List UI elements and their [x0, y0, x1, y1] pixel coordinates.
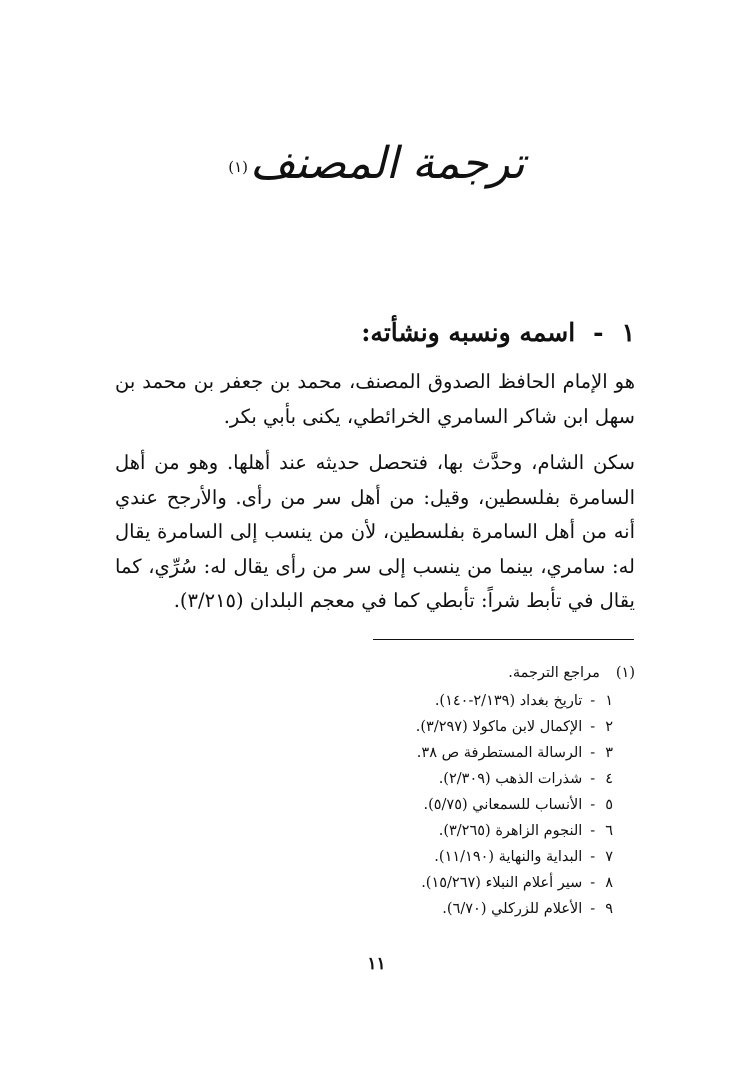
- reference-number: ٤: [605, 771, 613, 787]
- reference-text: سير أعلام النبلاء (١٥/٢٦٧).: [421, 875, 583, 891]
- reference-item: [235, 818, 613, 844]
- reference-dash: -: [590, 823, 596, 839]
- reference-list: [235, 688, 635, 922]
- footnote-heading: [235, 658, 635, 688]
- reference-item: [235, 870, 613, 896]
- reference-text: الأنساب للسمعاني (٥/٧٥).: [423, 797, 583, 813]
- reference-number: ٦: [605, 823, 613, 839]
- reference-number: ٥: [605, 797, 613, 813]
- reference-dash: -: [590, 771, 596, 787]
- reference-number: ٢: [605, 719, 613, 735]
- section-number: ١: [621, 318, 635, 347]
- reference-item: [235, 740, 613, 766]
- page-title: [0, 138, 753, 189]
- reference-dash: -: [590, 875, 596, 891]
- reference-dash: -: [590, 745, 596, 761]
- reference-dash: -: [590, 901, 596, 917]
- reference-text: الأعلام للزركلي (٦/٧٠).: [442, 901, 583, 917]
- section-heading: [361, 318, 635, 347]
- reference-number: ٧: [605, 849, 613, 865]
- reference-text: النجوم الزاهرة (٣/٢٦٥).: [438, 823, 583, 839]
- reference-text: الرسالة المستطرفة ص ٣٨.: [416, 745, 583, 761]
- reference-number: ٨: [605, 875, 613, 891]
- reference-item: [235, 792, 613, 818]
- reference-item: [235, 714, 613, 740]
- reference-text: الإكمال لابن ماكولا (٣/٢٩٧).: [415, 719, 583, 735]
- reference-text: شذرات الذهب (٢/٣٠٩).: [438, 771, 583, 787]
- reference-number: ٣: [605, 745, 613, 761]
- section-heading-text: اسمه ونسبه ونشأته:: [361, 318, 576, 347]
- footnotes: [235, 658, 635, 922]
- paragraph-name: هو الإمام الحافظ الصدوق المصنف، محمد بن جعفر بن محمد بن سهل ابن شاكر السامري الخرائطي، يكنى بأبي بكر.: [115, 370, 635, 428]
- reference-number: ٩: [605, 901, 613, 917]
- reference-item: [235, 844, 613, 870]
- title-text: ترجمة المصنف: [249, 138, 525, 189]
- title-footnote-ref: (١): [228, 157, 248, 176]
- page-number: ١١: [367, 954, 386, 974]
- reference-number: ١: [605, 693, 613, 709]
- reference-dash: -: [590, 797, 596, 813]
- reference-dash: -: [590, 849, 596, 865]
- reference-item: [235, 896, 613, 922]
- footnote-ref: (١): [615, 665, 635, 681]
- footnote-heading-text: مراجع الترجمة.: [508, 665, 600, 681]
- reference-text: تاريخ بغداد (٢/١٣٩-١٤٠).: [434, 693, 583, 709]
- reference-dash: -: [590, 719, 596, 735]
- reference-item: [235, 688, 613, 714]
- footnote-divider: [373, 639, 634, 640]
- reference-text: البداية والنهاية (١١/١٩٠).: [434, 849, 583, 865]
- reference-dash: -: [590, 693, 596, 709]
- section-dash: -: [593, 318, 604, 347]
- paragraph-residence: سكن الشام، وحدَّث بها، فتحصل حديثه عند أهلها. وهو من أهل السامرة بفلسطين، وقيل: من أهل سر من رأى. والأرجح عندي أنه من أهل السامرة بفلسطين، لأن من ينسب إلى السامرة يقال له: سامري، بينما من ينسب إلى سر من رأى يقال له: سُرِّي، كما يقال في تأبط شراً: تأبطي كما في معجم البلدان (٣/٢١٥).: [115, 451, 635, 612]
- reference-item: [235, 766, 613, 792]
